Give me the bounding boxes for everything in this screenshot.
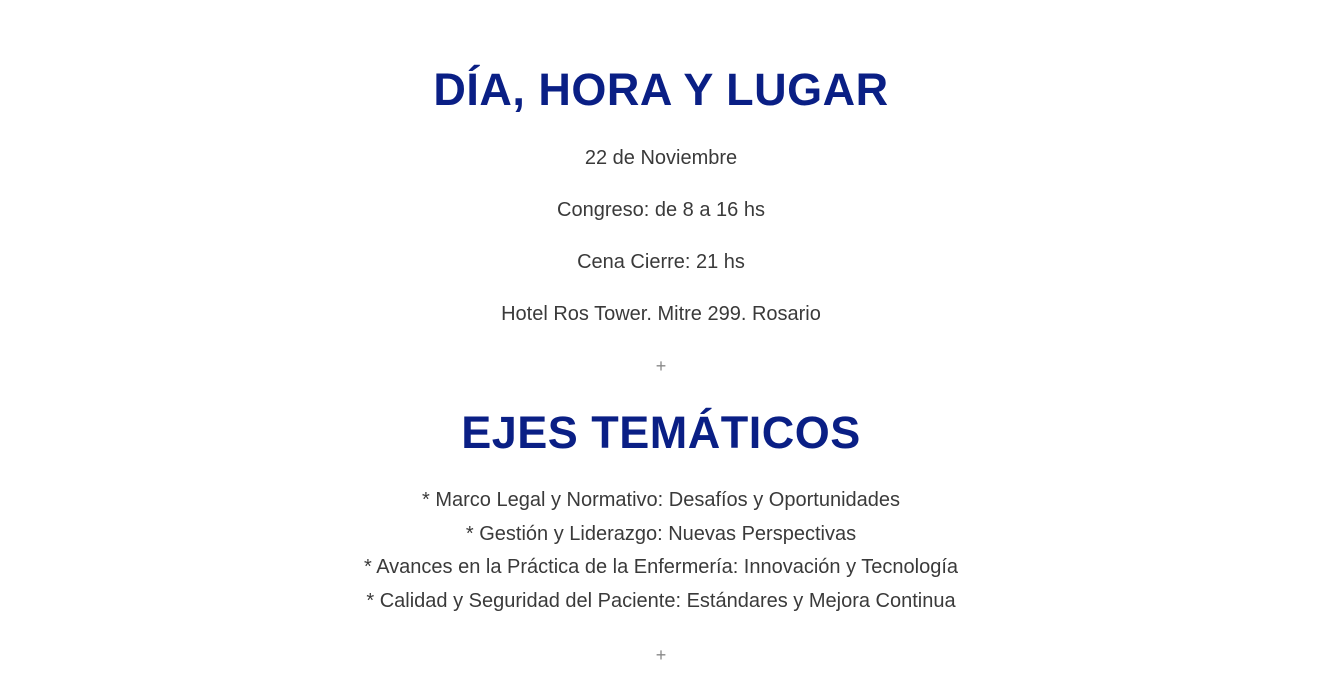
theme-item: * Gestión y Liderazgo: Nuevas Perspectivas xyxy=(465,522,857,545)
section-title-date-time-place: DÍA, HORA Y LUGAR xyxy=(433,64,889,115)
theme-item: * Marco Legal y Normativo: Desafíos y Oportunidades xyxy=(422,489,900,511)
separator-plus: + xyxy=(655,645,667,665)
event-date: 22 de Noviembre xyxy=(584,147,738,169)
congress-hours: Congreso: de 8 a 16 hs xyxy=(557,199,765,221)
theme-item: * Calidad y Seguridad del Paciente: Estándares y Mejora Continua xyxy=(366,590,956,613)
themes-list xyxy=(0,484,1322,619)
section-title-themes: EJES TEMÁTICOS xyxy=(461,407,861,458)
separator-plus: + xyxy=(655,356,667,376)
event-location: Hotel Ros Tower. Mitre 299. Rosario xyxy=(501,303,821,325)
dinner-hours: Cena Cierre: 21 hs xyxy=(577,251,745,273)
theme-item: * Avances en la Práctica de la Enfermería: Innovación y Tecnología xyxy=(363,556,959,579)
